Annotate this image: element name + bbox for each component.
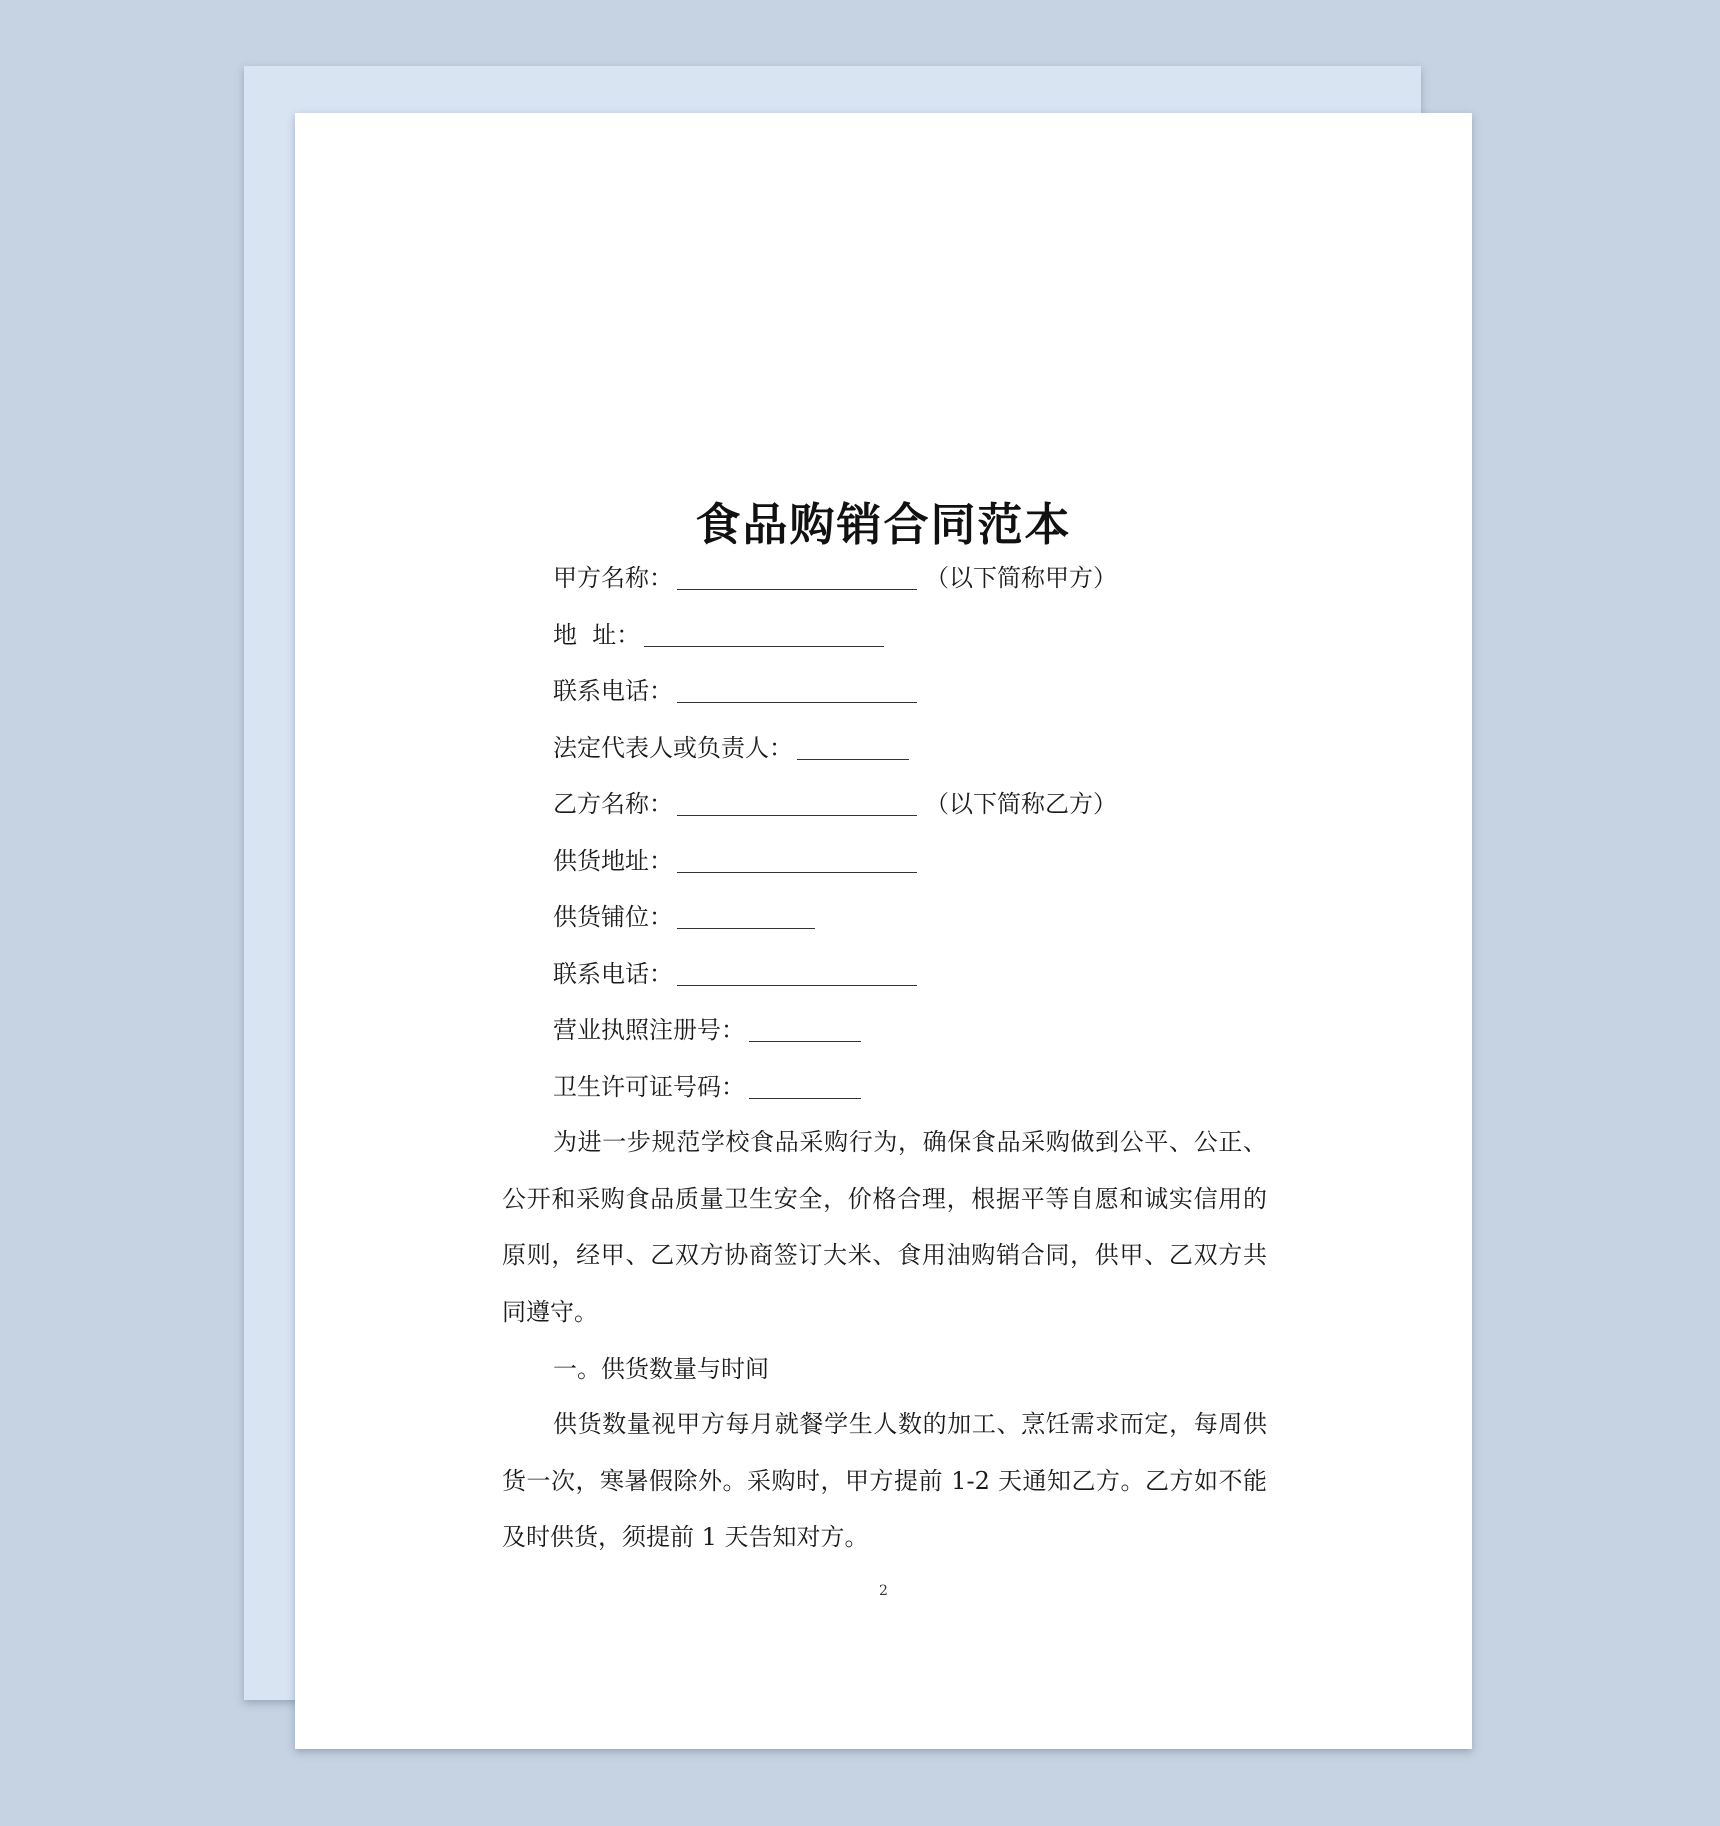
field-label: 供货铺位： [553, 903, 673, 931]
party-a-phone-blank [677, 674, 917, 703]
field-party-a-name [553, 558, 1117, 598]
field-label: 联系电话： [553, 677, 673, 705]
field-legal-representative [553, 728, 917, 768]
field-party-a-address [553, 615, 892, 655]
party-b-name-blank [677, 787, 917, 816]
field-label: 联系电话： [553, 960, 673, 988]
field-suffix: （以下简称乙方） [925, 790, 1117, 818]
field-label: 乙方名称： [553, 790, 673, 818]
field-label: 卫生许可证号码： [553, 1073, 745, 1101]
field-party-b-phone [553, 954, 925, 994]
section-heading-supply: 一。供货数量与时间 [553, 1355, 769, 1383]
field-supply-stall [553, 897, 823, 937]
field-party-a-phone [553, 671, 925, 711]
intro-paragraph: 为进一步规范学校食品采购行为，确保食品采购做到公平、公正、公开和采购食品质量卫生安全，价格合理，根据平等自愿和诚实信用的原则，经甲、乙双方协商签订大米、食用油购销合同，供甲、乙双方共同遵守。 [502, 1128, 1267, 1326]
business-license-blank [749, 1013, 861, 1042]
supply-stall-blank [677, 900, 815, 929]
field-business-license [553, 1010, 869, 1050]
document-title: 食品购销合同范本 [695, 498, 1072, 551]
field-label: 甲方名称： [553, 564, 673, 592]
legal-representative-blank [797, 731, 909, 760]
field-supply-address [553, 841, 925, 881]
field-label: 营业执照注册号： [553, 1016, 745, 1044]
field-suffix: （以下简称甲方） [925, 564, 1117, 592]
party-a-name-blank [677, 561, 917, 590]
document-page [295, 113, 1472, 1749]
section-paragraph-supply: 供货数量视甲方每月就餐学生人数的加工、烹饪需求而定，每周供货一次，寒暑假除外。采购时，甲方提前 1-2 天通知乙方。乙方如不能及时供货，须提前 1 天告知对方。 [502, 1410, 1267, 1551]
supply-address-blank [677, 844, 917, 873]
field-health-permit [553, 1067, 869, 1107]
party-a-address-blank [644, 618, 884, 647]
page-number: 2 [879, 1583, 888, 1599]
field-label: 供货地址： [553, 847, 673, 875]
field-label: 地 址： [553, 621, 641, 649]
field-party-b-name [553, 784, 1117, 824]
health-permit-blank [749, 1070, 861, 1099]
field-label: 法定代表人或负责人： [553, 734, 793, 762]
party-b-phone-blank [677, 957, 917, 986]
